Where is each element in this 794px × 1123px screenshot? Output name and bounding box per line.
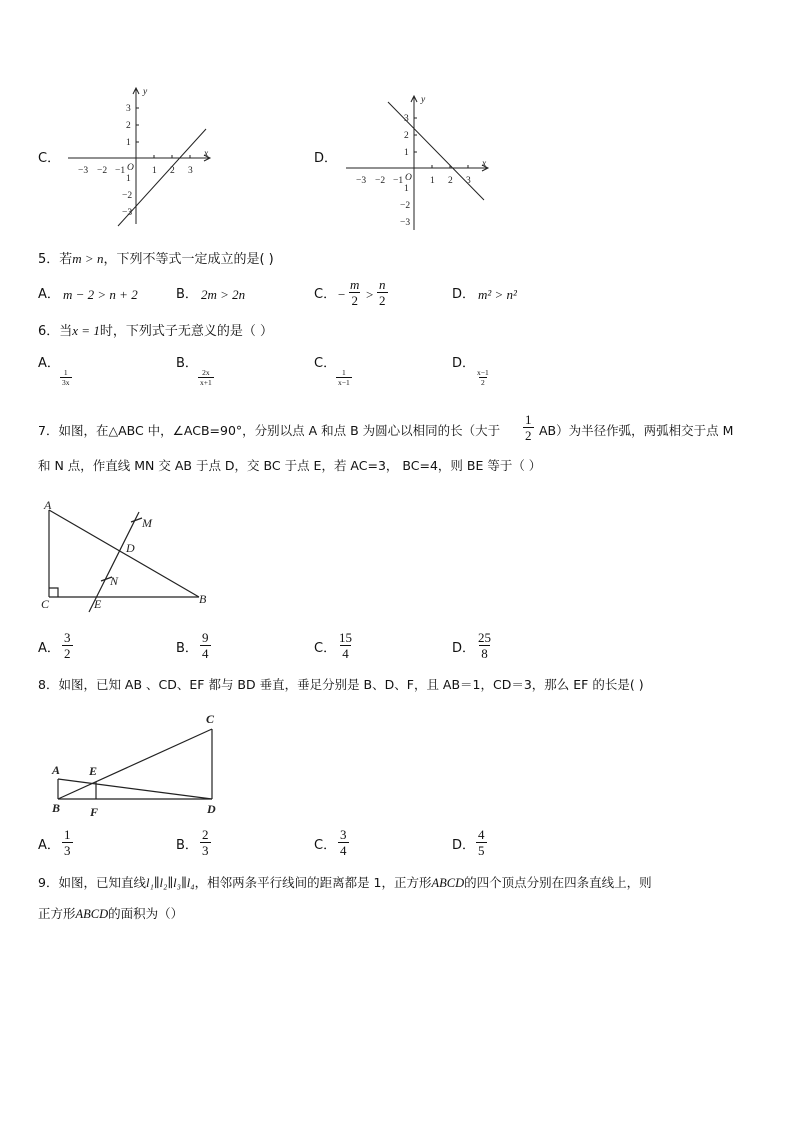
q9-line1-b: ，相邻两条平行线间的距离都是 1，正方形 bbox=[194, 875, 432, 890]
y-tick: 1 bbox=[126, 174, 131, 184]
y-tick: −2 bbox=[122, 191, 133, 201]
q5-c-label: C． bbox=[314, 287, 337, 302]
q8-figure bbox=[44, 708, 230, 822]
q7-label-m: M bbox=[142, 516, 152, 530]
q7-label-a: A bbox=[44, 498, 52, 512]
q7-b-frac: $\frac{9}{4}$ bbox=[202, 630, 209, 661]
x-axis-label: x bbox=[204, 149, 209, 159]
q5-c-minus: − bbox=[338, 287, 346, 302]
q7-d-label: D． bbox=[452, 641, 476, 656]
x-axis-label: x bbox=[482, 159, 487, 169]
y-tick: −3 bbox=[400, 218, 411, 228]
origin-label: O bbox=[127, 163, 134, 173]
x-tick: −2 bbox=[375, 176, 386, 186]
q8-a-label: A． bbox=[38, 838, 60, 853]
q8-label-d: D bbox=[207, 802, 216, 816]
q7-b-label: B． bbox=[176, 641, 198, 656]
q8-c-label: C． bbox=[314, 838, 337, 853]
y-tick: 3 bbox=[126, 104, 131, 114]
q9-square-name: ABCD bbox=[431, 876, 465, 890]
question-5 bbox=[38, 250, 274, 269]
q5-b-expr: 2m > 2n bbox=[201, 287, 246, 302]
q7-label-d: D bbox=[126, 541, 135, 555]
y-tick: −2 bbox=[400, 201, 411, 211]
y-tick: 1 bbox=[404, 184, 409, 194]
graph-c bbox=[66, 84, 216, 232]
y-tick: 1 bbox=[404, 148, 409, 158]
x-tick: 3 bbox=[466, 176, 471, 186]
q7-half-frac: $\frac{1}{2}$ bbox=[525, 412, 532, 443]
q6-b-label: B． bbox=[176, 356, 198, 371]
x-tick: −1 bbox=[115, 166, 126, 176]
q7-c-label: C． bbox=[314, 641, 337, 656]
graph-d bbox=[344, 92, 494, 232]
q9-square-name: ABCD bbox=[75, 907, 109, 921]
q7-line1-b: AB）为半径作弧，两弧相交于点 M bbox=[539, 423, 734, 438]
x-tick: 1 bbox=[430, 176, 435, 186]
q8-d-label: D． bbox=[452, 838, 476, 853]
q7-label-n: N bbox=[110, 574, 119, 588]
q7-a-frac: $\frac{3}{2}$ bbox=[64, 630, 71, 661]
y-tick: 1 bbox=[126, 138, 131, 148]
q6-suffix: 时，下列式子无意义的是（ ） bbox=[99, 324, 273, 339]
q6-a-label: A． bbox=[38, 356, 60, 371]
q8-a-frac: $\frac{1}{3}$ bbox=[64, 827, 71, 858]
q7-d-frac: $\frac{25}{8}$ bbox=[478, 630, 491, 661]
q6-c-label: C． bbox=[314, 356, 337, 371]
q8-label-f: F bbox=[90, 805, 99, 819]
q5-suffix: ，下列不等式一定成立的是( ) bbox=[103, 252, 274, 267]
q9-line2 bbox=[38, 905, 183, 923]
q6-condition: x = 1 bbox=[72, 323, 100, 338]
q8-label-a: A bbox=[52, 763, 61, 777]
q7-line2: 和 N 点，作直线 MN 交 AB 于点 D，交 BC 于点 E，若 AC=3， BC=4，则 BE 等于（ ） bbox=[38, 458, 542, 473]
q6-c-frac: $\frac{1}{x-1}$ bbox=[338, 368, 350, 387]
y-axis-label: y bbox=[421, 95, 426, 105]
q5-b-label: B． bbox=[176, 287, 198, 302]
option-c-label: C． bbox=[38, 151, 61, 166]
q6-d-frac: $\frac{x-1}{2}$ bbox=[477, 368, 489, 387]
x-tick: 3 bbox=[188, 166, 193, 176]
q9-line1-c: 的四个顶点分别在四条直线上，则 bbox=[464, 875, 652, 890]
q5-condition: m > n bbox=[72, 251, 104, 266]
x-tick: −1 bbox=[393, 176, 404, 186]
q8-b-frac: $\frac{2}{3}$ bbox=[202, 827, 209, 858]
q5-c-frac-1: $\frac{m}{2}$ bbox=[350, 277, 360, 308]
q6-b-frac: $\frac{2x}{x+1}$ bbox=[200, 368, 212, 387]
q6-prefix: 6．当 bbox=[38, 324, 73, 339]
q7-figure bbox=[36, 494, 212, 616]
q5-a-expr: m − 2 > n + 2 bbox=[63, 287, 138, 302]
q8-text: 8．如图，已知 AB 、CD、EF 都与 BD 垂直，垂足分别是 B、D、F，且 AB＝1，CD＝3，那么 EF 的长是( ) bbox=[38, 677, 644, 692]
q7-label-b: B bbox=[199, 592, 207, 606]
q9-line1 bbox=[38, 874, 652, 892]
q5-a-label: A． bbox=[38, 287, 60, 302]
y-axis-label: y bbox=[143, 87, 148, 97]
y-tick: 2 bbox=[404, 131, 409, 141]
x-tick: −2 bbox=[97, 166, 108, 176]
q7-line1-a: 7．如图，在△ABC 中，∠ACB=90°，分别以点 A 和点 B 为圆心以相同的长（大于 bbox=[38, 423, 501, 438]
y-tick: 2 bbox=[126, 121, 131, 131]
q8-label-b: B bbox=[52, 801, 61, 815]
q9-line1-a: 9．如图，已知直线 bbox=[38, 875, 146, 890]
q7-a-label: A． bbox=[38, 641, 60, 656]
y-tick: 3 bbox=[404, 114, 409, 124]
q5-d-expr: m² > n² bbox=[478, 287, 517, 302]
question-6 bbox=[38, 322, 273, 341]
q5-c-frac-2: $\frac{n}{2}$ bbox=[379, 277, 386, 308]
q7-c-frac: $\frac{15}{4}$ bbox=[339, 630, 352, 661]
q8-d-frac: $\frac{4}{5}$ bbox=[478, 827, 485, 858]
q6-a-frac: $\frac{1}{3x}$ bbox=[62, 368, 70, 387]
origin-label: O bbox=[405, 173, 412, 183]
q7-label-e: E bbox=[94, 597, 102, 611]
x-tick: 2 bbox=[448, 176, 453, 186]
q8-b-label: B． bbox=[176, 838, 198, 853]
x-tick: −3 bbox=[78, 166, 89, 176]
q5-d-label: D． bbox=[452, 287, 476, 302]
x-tick: −3 bbox=[356, 176, 367, 186]
q5-c-gt: > bbox=[366, 287, 374, 302]
q7-label-c: C bbox=[41, 597, 50, 611]
q9-line2-a: 正方形 bbox=[38, 906, 76, 921]
q9-parallel-lines: l₁∥l₂∥l₃∥l₄ bbox=[145, 876, 195, 890]
x-tick: 2 bbox=[170, 166, 175, 176]
q8-label-e: E bbox=[89, 764, 98, 778]
q9-line2-b: 的面积为（） bbox=[108, 906, 184, 921]
y-tick: −3 bbox=[122, 208, 133, 218]
q8-c-frac: $\frac{3}{4}$ bbox=[340, 827, 347, 858]
q6-d-label: D． bbox=[452, 356, 476, 371]
option-d-label: D． bbox=[314, 151, 338, 166]
x-tick: 1 bbox=[152, 166, 157, 176]
q8-label-c: C bbox=[206, 712, 215, 726]
q5-prefix: 5．若 bbox=[38, 252, 73, 267]
